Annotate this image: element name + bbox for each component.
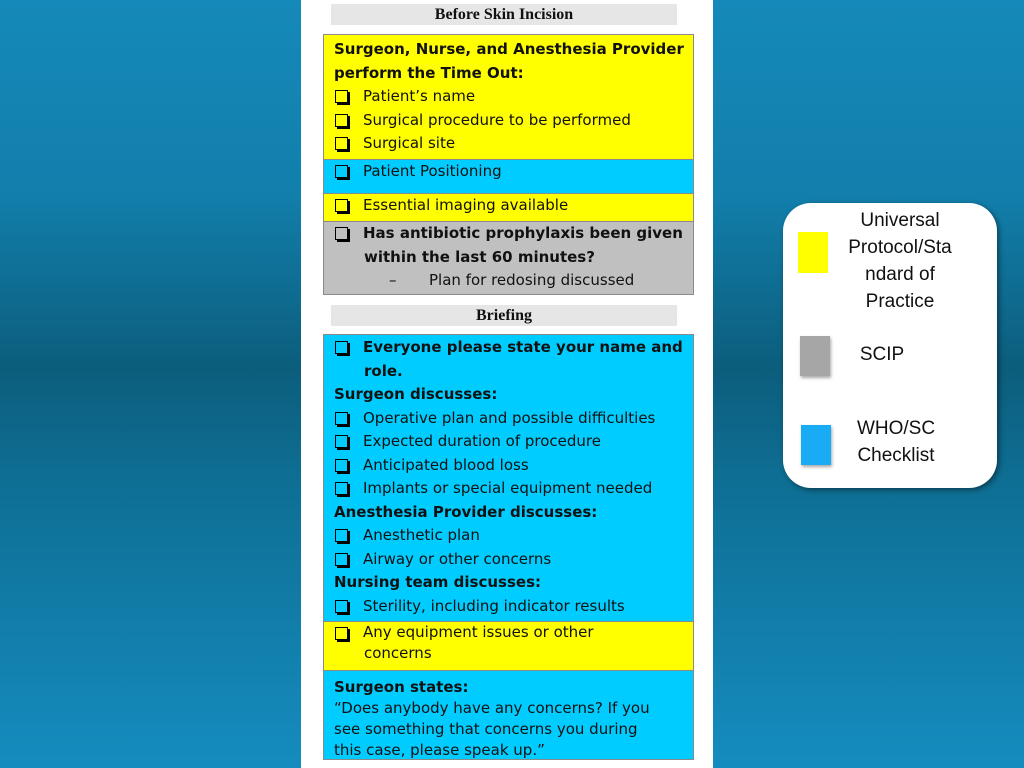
- legend-label-line: Checklist: [857, 445, 935, 466]
- item-label-continued: concerns: [364, 644, 432, 662]
- item-label: Surgical site: [363, 134, 456, 152]
- checklist-item: [334, 222, 687, 246]
- item-label: Surgical procedure to be performed: [363, 110, 631, 129]
- checkbox-icon[interactable]: [335, 553, 348, 566]
- legend-label-who-checklist: [833, 415, 959, 469]
- legend-label-line: Practice: [865, 291, 935, 312]
- checkbox-icon[interactable]: [335, 482, 348, 495]
- time-out-block: [323, 34, 694, 160]
- checklist-item: [334, 430, 687, 454]
- item-label-continued: role.: [364, 361, 403, 380]
- checkbox-icon[interactable]: [335, 165, 348, 178]
- item-label: Anesthetic plan: [363, 526, 480, 544]
- surgeon-states-block: [323, 670, 694, 760]
- legend-swatch-blue: [801, 425, 831, 465]
- legend-label-line: WHO/SC: [856, 418, 936, 439]
- sub-item-label: Plan for redosing discussed: [429, 271, 635, 289]
- section-heading: Nursing team discusses:: [334, 573, 541, 591]
- checkbox-icon[interactable]: [335, 600, 348, 613]
- legend-label-scip: SCIP: [859, 344, 905, 365]
- checkbox-icon[interactable]: [335, 137, 348, 150]
- checklist-item: [334, 132, 687, 156]
- item-label: Everyone please state your name and: [363, 338, 683, 356]
- section-heading: Surgeon discusses:: [334, 385, 498, 403]
- antibiotic-block: [323, 221, 694, 295]
- checklist-item: [334, 622, 687, 643]
- legend-swatch-gray: [800, 336, 830, 376]
- legend-label-universal-protocol: [833, 207, 967, 315]
- checkbox-icon[interactable]: [335, 227, 348, 240]
- time-out-title-line1: Surgeon, Nurse, and Anesthesia Provider: [334, 40, 684, 58]
- item-label: Airway or other concerns: [363, 549, 552, 568]
- item-label: Essential imaging available: [363, 196, 569, 214]
- checkbox-icon[interactable]: [335, 627, 348, 640]
- quote-line: this case, please speak up.”: [334, 741, 545, 759]
- item-label: Patient’s name: [363, 87, 476, 105]
- checklist-item: [334, 336, 687, 360]
- checkbox-icon[interactable]: [335, 199, 348, 212]
- checkbox-icon[interactable]: [335, 412, 348, 425]
- equipment-block: [323, 621, 694, 671]
- checklist-item: [334, 160, 687, 184]
- checklist-item: [334, 454, 687, 478]
- checkbox-icon[interactable]: [335, 529, 348, 542]
- item-label: Implants or special equipment needed: [363, 479, 653, 497]
- item-label: Operative plan and possible difficulties: [363, 408, 656, 427]
- checklist-page: [301, 0, 713, 768]
- checklist-item: [334, 85, 687, 109]
- checklist-item: [334, 595, 687, 619]
- checklist-item: [334, 524, 687, 548]
- legend-label-line: Protocol/Sta: [848, 237, 952, 258]
- sub-item: [334, 269, 687, 293]
- legend-label-line: Universal: [860, 210, 940, 231]
- quote-line: “Does anybody have any concerns? If you: [334, 699, 650, 717]
- positioning-block: [323, 159, 694, 194]
- checkbox-icon[interactable]: [335, 341, 348, 354]
- item-label: Has antibiotic prophylaxis been given: [363, 224, 683, 242]
- item-label: Sterility, including indicator results: [363, 596, 625, 615]
- item-label: Patient Positioning: [363, 162, 502, 180]
- legend-label-line: ndard of: [865, 264, 935, 285]
- before-incision-header: Before Skin Incision: [331, 4, 677, 25]
- checkbox-icon[interactable]: [335, 114, 348, 127]
- surgeon-states-heading: Surgeon states:: [334, 678, 469, 696]
- item-label: Any equipment issues or other: [363, 623, 594, 641]
- time-out-title-line2: perform the Time Out:: [334, 63, 524, 82]
- item-label-continued: within the last 60 minutes?: [364, 247, 595, 266]
- checklist-item: [334, 194, 687, 218]
- imaging-block: [323, 193, 694, 222]
- checklist-item: [334, 477, 687, 501]
- briefing-block: [323, 334, 694, 622]
- quote-line: see something that concerns you during: [334, 720, 638, 738]
- checklist-item: [334, 548, 687, 572]
- item-label: Expected duration of procedure: [363, 432, 601, 450]
- legend-swatch-yellow: [798, 232, 828, 273]
- checkbox-icon[interactable]: [335, 90, 348, 103]
- checkbox-icon[interactable]: [335, 435, 348, 448]
- checklist-item: [334, 407, 687, 431]
- checkbox-icon[interactable]: [335, 459, 348, 472]
- section-heading: Anesthesia Provider discusses:: [334, 502, 598, 521]
- dash-bullet: –: [389, 271, 397, 289]
- briefing-header: Briefing: [331, 305, 677, 326]
- item-label: Anticipated blood loss: [363, 455, 529, 474]
- checklist-item: [334, 109, 687, 133]
- color-legend: [783, 203, 997, 488]
